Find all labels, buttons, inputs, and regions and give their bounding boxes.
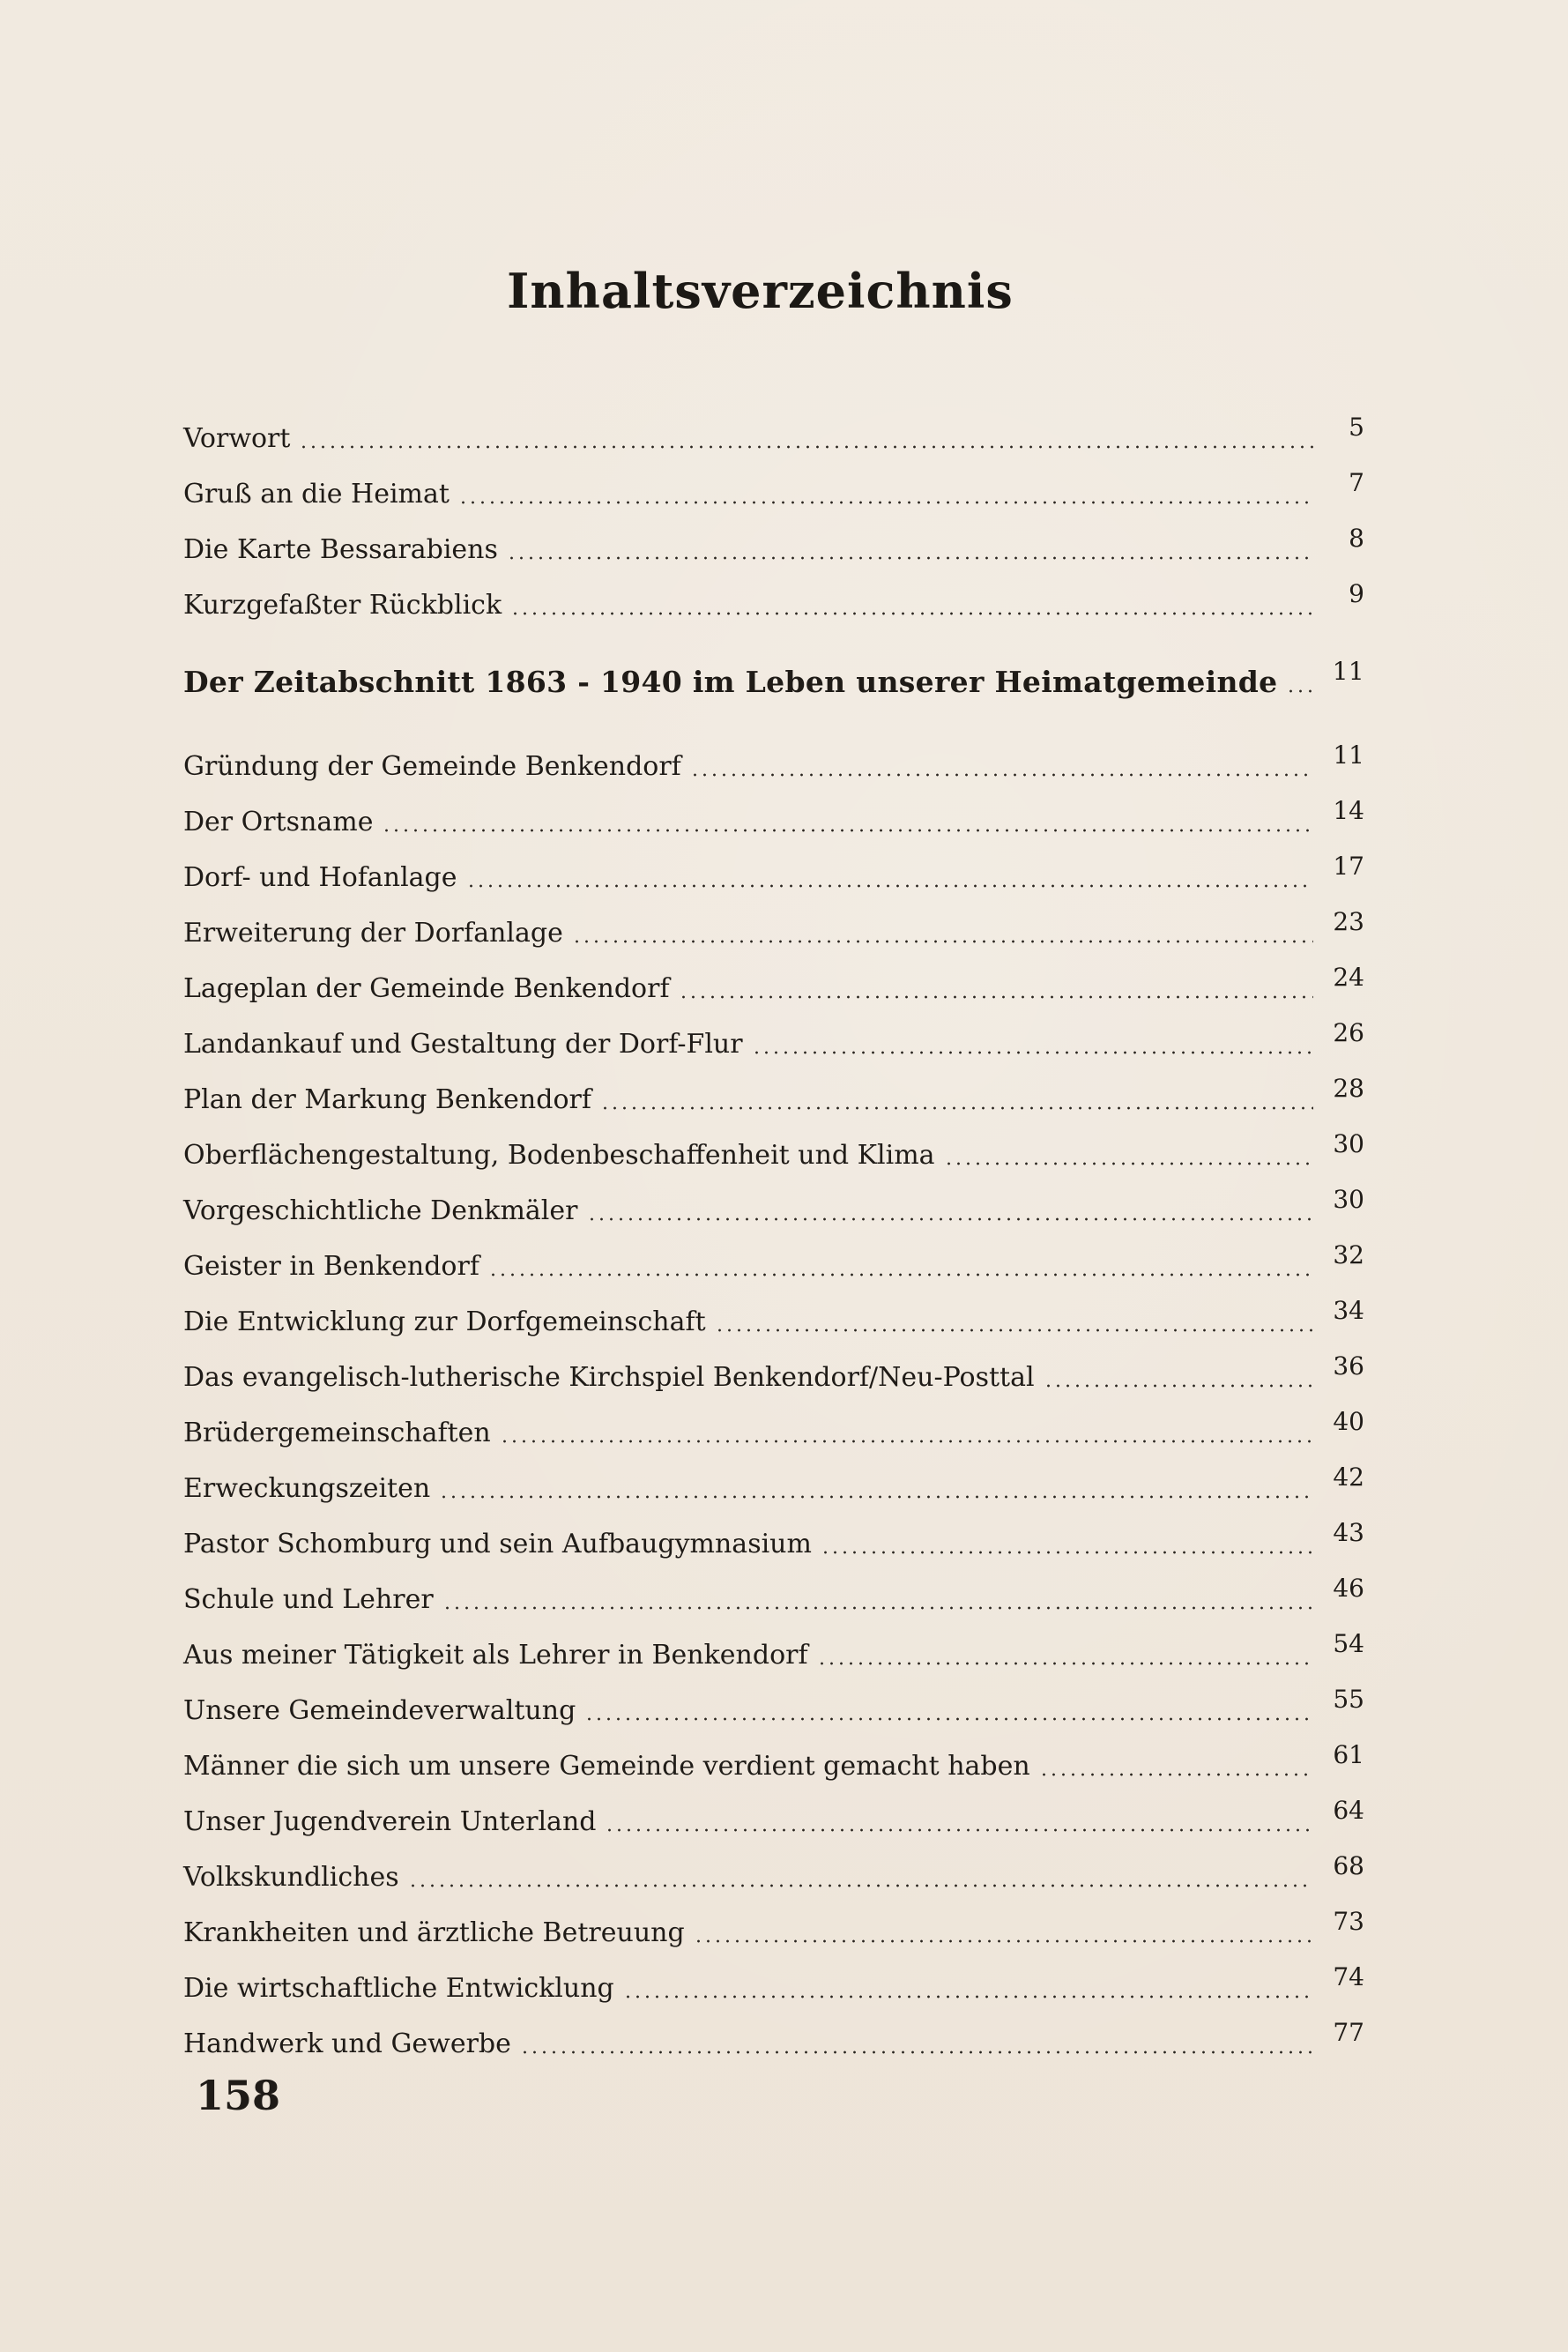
toc-entry	[183, 1224, 1364, 1280]
dot-leader	[600, 1106, 1313, 1110]
toc-entry-page: 68	[1333, 1851, 1364, 1880]
toc-entry-title: Handwerk und Gewerbe	[183, 2028, 511, 2059]
toc-entry-page: 26	[1333, 1018, 1364, 1047]
toc-entry-page: 74	[1333, 1962, 1364, 1991]
dot-leader	[510, 612, 1313, 615]
toc-entry	[183, 780, 1364, 836]
dot-leader	[1039, 1773, 1313, 1776]
toc-entry	[183, 1169, 1364, 1224]
toc-entry-title: Landankauf und Gestaltung der Dorf-Flur	[183, 1029, 743, 1060]
toc-entry-title: Männer die sich um unsere Gemeinde verdient gemacht haben	[183, 1751, 1030, 1782]
table-of-contents	[183, 397, 1364, 2058]
dot-leader	[694, 1939, 1313, 1943]
dot-leader	[690, 773, 1313, 777]
dot-leader	[944, 1162, 1313, 1165]
dot-leader	[821, 1551, 1313, 1554]
dot-leader	[458, 501, 1313, 504]
toc-entry-title: Vorgeschichtliche Denkmäler	[183, 1195, 578, 1226]
toc-entry-page: 8	[1349, 524, 1364, 553]
toc-entry-page: 55	[1333, 1685, 1364, 1714]
dot-leader	[584, 1717, 1313, 1721]
toc-entry-page: 11	[1332, 657, 1364, 686]
dot-leader	[572, 940, 1313, 943]
dot-leader	[752, 1051, 1313, 1054]
toc-entry-page: 40	[1333, 1407, 1364, 1436]
toc-entry-title: Der Ortsname	[183, 807, 374, 837]
toc-entry-page: 24	[1333, 963, 1364, 992]
toc-entry	[183, 1946, 1364, 2002]
toc-entry-page: 36	[1333, 1351, 1364, 1381]
dot-leader	[488, 1273, 1313, 1276]
toc-entry-page: 46	[1333, 1574, 1364, 1603]
toc-entry	[183, 696, 1364, 780]
toc-entry	[183, 1113, 1364, 1169]
toc-entry-page: 23	[1333, 907, 1364, 936]
toc-entry-title: Die wirtschaftliche Entwicklung	[183, 1973, 614, 2004]
toc-entry-title: Lageplan der Gemeinde Benkendorf	[183, 973, 670, 1004]
dot-leader	[1044, 1384, 1313, 1388]
toc-entry	[183, 563, 1364, 619]
toc-entry	[183, 1502, 1364, 1558]
toc-entry-title: Erweckungszeiten	[183, 1473, 431, 1504]
dot-leader	[1286, 689, 1313, 693]
toc-entry-title: Das evangelisch-lutherische Kirchspiel Benkendorf/Neu-Posttal	[183, 1362, 1035, 1393]
toc-entry-title: Schule und Lehrer	[183, 1584, 434, 1615]
toc-entry	[183, 947, 1364, 1002]
toc-entry-title: Dorf- und Hofanlage	[183, 862, 457, 893]
toc-entry-page: 30	[1333, 1185, 1364, 1214]
dot-leader	[587, 1217, 1314, 1221]
dot-leader	[466, 884, 1313, 888]
toc-entry	[183, 836, 1364, 891]
toc-entry-page: 30	[1333, 1129, 1364, 1158]
toc-entry-title: Geister in Benkendorf	[183, 1251, 479, 1282]
toc-entry	[183, 1058, 1364, 1113]
toc-entry-page: 54	[1333, 1629, 1364, 1658]
dot-leader	[679, 995, 1313, 999]
toc-entry-page: 77	[1333, 2018, 1364, 2047]
toc-entry	[183, 1835, 1364, 1891]
toc-entry-page: 43	[1333, 1518, 1364, 1547]
toc-entry	[183, 452, 1364, 508]
dot-leader	[520, 2051, 1313, 2054]
toc-entry	[183, 1724, 1364, 1780]
toc-entry-title: Pastor Schomburg und sein Aufbaugymnasium	[183, 1529, 812, 1559]
toc-entry-title: Die Entwicklung zur Dorfgemeinschaft	[183, 1306, 706, 1337]
toc-entry	[183, 1002, 1364, 1058]
dot-leader	[439, 1495, 1313, 1499]
toc-entry	[183, 1280, 1364, 1336]
toc-entry-title: Brüdergemeinschaften	[183, 1418, 491, 1448]
toc-entry-page: 64	[1333, 1796, 1364, 1825]
toc-entry	[183, 1336, 1364, 1391]
dot-leader	[442, 1606, 1313, 1610]
toc-entry-page: 28	[1333, 1074, 1364, 1103]
toc-entry-title: Erweiterung der Dorfanlage	[183, 918, 563, 949]
dot-leader	[382, 829, 1313, 832]
toc-entry	[183, 1891, 1364, 1946]
toc-entry-title: Plan der Markung Benkendorf	[183, 1084, 591, 1115]
dot-leader	[623, 1995, 1313, 1998]
toc-entry-title: Unsere Gemeindeverwaltung	[183, 1695, 576, 1726]
toc-entry-page: 17	[1333, 852, 1364, 881]
toc-entry-title: Gruß an die Heimat	[183, 479, 450, 510]
toc-entry-title: Unser Jugendverein Unterland	[183, 1806, 597, 1837]
toc-entry-title: Gründung der Gemeinde Benkendorf	[183, 751, 681, 782]
toc-entry	[183, 891, 1364, 947]
toc-entry-title: Der Zeitabschnitt 1863 - 1940 im Leben unserer Heimatgemeinde	[183, 665, 1278, 699]
toc-entry-page: 5	[1349, 413, 1364, 442]
toc-entry	[183, 1780, 1364, 1835]
toc-entry-title: Volkskundliches	[183, 1862, 399, 1893]
toc-entry-page: 14	[1333, 796, 1364, 825]
toc-section-heading	[183, 619, 1364, 699]
toc-entry	[183, 1613, 1364, 1669]
toc-entry	[183, 2002, 1364, 2058]
page-title: Inhaltsverzeichnis	[507, 263, 1014, 320]
toc-entry-page: 34	[1333, 1296, 1364, 1325]
toc-entry-page: 7	[1349, 468, 1364, 497]
toc-entry	[183, 1669, 1364, 1724]
page-number: 158	[196, 2072, 281, 2119]
dot-leader	[715, 1329, 1313, 1332]
toc-entry-page: 9	[1349, 579, 1364, 608]
toc-entry	[183, 397, 1364, 452]
toc-entry-page: 73	[1333, 1907, 1364, 1936]
toc-entry-page: 61	[1333, 1740, 1364, 1769]
dot-leader	[817, 1662, 1313, 1665]
toc-entry-title: Aus meiner Tätigkeit als Lehrer in Benkendorf	[183, 1640, 808, 1671]
toc-entry	[183, 1391, 1364, 1447]
dot-leader	[299, 445, 1313, 449]
dot-leader	[408, 1884, 1313, 1887]
toc-entry-title: Kurzgefaßter Rückblick	[183, 590, 502, 621]
toc-entry-title: Krankheiten und ärztliche Betreuung	[183, 1917, 685, 1948]
toc-entry-page: 11	[1333, 741, 1364, 770]
toc-entry-page: 32	[1333, 1240, 1364, 1269]
toc-entry	[183, 1447, 1364, 1502]
toc-entry-title: Vorwort	[183, 423, 291, 454]
toc-entry	[183, 1558, 1364, 1613]
toc-entry-title: Oberflächengestaltung, Bodenbeschaffenheit und Klima	[183, 1140, 935, 1171]
toc-entry	[183, 508, 1364, 563]
toc-entry-title: Die Karte Bessarabiens	[183, 534, 498, 565]
dot-leader	[507, 556, 1313, 560]
dot-leader	[605, 1828, 1313, 1832]
dot-leader	[500, 1440, 1313, 1443]
toc-entry-page: 42	[1333, 1463, 1364, 1492]
